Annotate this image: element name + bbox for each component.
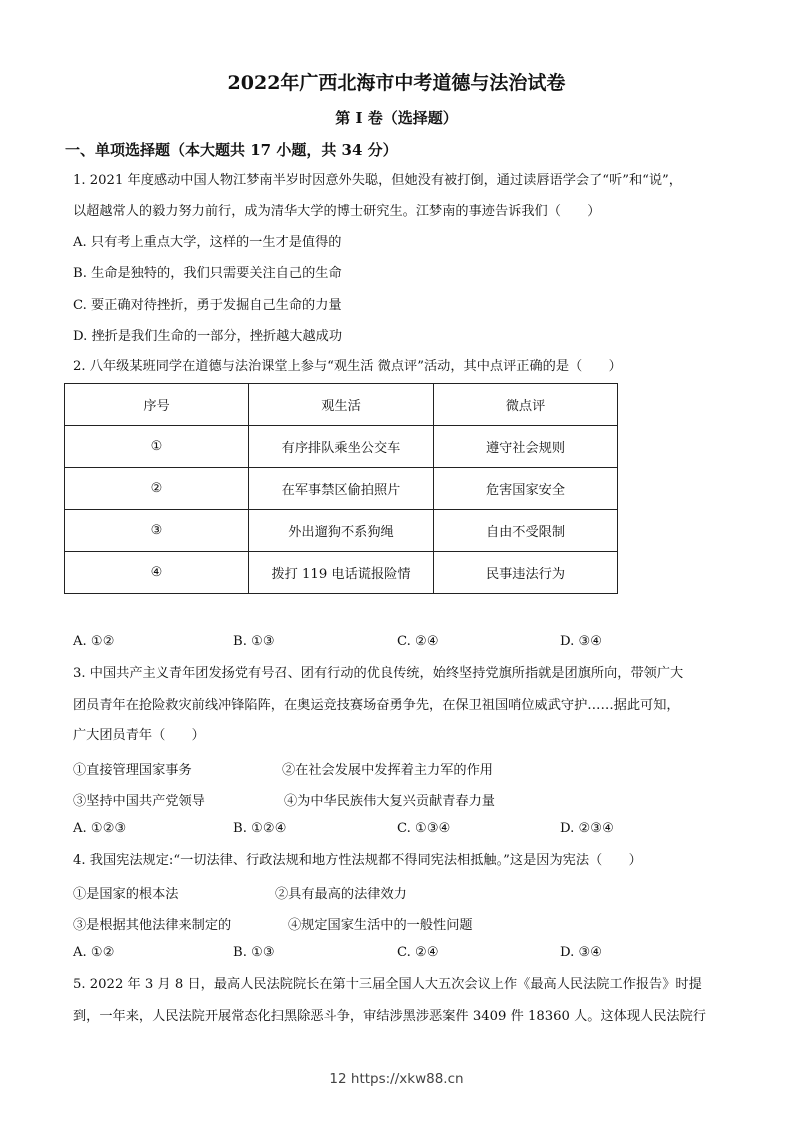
q3-option-b: B. ①②④: [233, 821, 287, 836]
table-cell: 危害国家安全: [434, 468, 618, 510]
section-header: 一、单项选择题（本大题共 17 小题，共 34 分）: [65, 141, 398, 159]
q2-option-a: A. ①②: [73, 634, 115, 649]
q2-option-d: D. ③④: [560, 634, 603, 649]
table-cell: ②: [65, 468, 249, 510]
q1-stem-line-2: 以超越常人的毅力努力前行，成为清华大学的博士研究生。江梦南的事迹告诉我们（ ）: [73, 204, 601, 219]
q3-option-a: A. ①②③: [73, 821, 127, 836]
q2-table: [64, 383, 618, 594]
q3-option-c: C. ①③④: [397, 821, 451, 836]
table-header-cell: 序号: [65, 384, 249, 426]
q3-stem-line-3: 广大团员青年（ ）: [73, 728, 205, 743]
q2-stem: 2. 八年级某班同学在道德与法治课堂上参与“观生活 微点评”活动，其中点评正确的是（ ）: [73, 359, 622, 374]
q4-option-c: C. ②④: [397, 945, 439, 960]
page-title: 2022年广西北海市中考道德与法治试卷: [227, 72, 566, 94]
q1-option-a: A. 只有考上重点大学，这样的一生才是值得的: [73, 235, 342, 250]
table-cell: ①: [65, 426, 249, 468]
q4-item-4: ④规定国家生活中的一般性问题: [288, 918, 473, 933]
q3-option-d: D. ②③④: [560, 821, 614, 836]
table-row: [65, 468, 618, 510]
q4-option-d: D. ③④: [560, 945, 603, 960]
q2-option-b: B. ①③: [233, 634, 275, 649]
q4-option-a: A. ①②: [73, 945, 115, 960]
page-footer: 12 https://xkw88.cn: [329, 1071, 464, 1087]
q3-stem-line-2: 团员青年在抢险救灾前线冲锋陷阵，在奥运竞技赛场奋勇争先，在保卫祖国哨位威武守护……据此可知，: [73, 698, 680, 713]
table-row: [65, 426, 618, 468]
table-cell: 拨打 119 电话谎报险情: [249, 552, 434, 594]
table-cell: 外出遛狗不系狗绳: [249, 510, 434, 552]
table-header-row: [65, 384, 618, 426]
q1-stem-line-1: 1. 2021 年度感动中国人物江梦南半岁时因意外失聪，但她没有被打倒，通过读唇语学会了“听”和“说”，: [73, 173, 682, 188]
section-subtitle: 第 I 卷（选择题）: [335, 109, 458, 127]
q1-option-c: C. 要正确对待挫折，勇于发掘自己生命的力量: [73, 298, 342, 313]
q4-option-b: B. ①③: [233, 945, 275, 960]
table-cell: 遵守社会规则: [434, 426, 618, 468]
table-cell: 民事违法行为: [434, 552, 618, 594]
q4-item-2: ②具有最高的法律效力: [275, 887, 407, 902]
table-cell: 有序排队乘坐公交车: [249, 426, 434, 468]
q3-item-4: ④为中华民族伟大复兴贡献青春力量: [284, 794, 495, 809]
table-header-cell: 观生活: [249, 384, 434, 426]
table-cell: 在军事禁区偷拍照片: [249, 468, 434, 510]
q5-stem-line-2: 到，一年来，人民法院开展常态化扫黑除恶斗争，审结涉黑涉恶案件 3409 件 18360 人。这体现人民法院行: [73, 1009, 706, 1024]
q3-item-2: ②在社会发展中发挥着主力军的作用: [282, 763, 493, 778]
q4-stem: 4. 我国宪法规定:“一切法律、行政法规和地方性法规都不得同宪法相抵触。”这是因为宪法（ ）: [73, 853, 642, 868]
q4-item-3: ③是根据其他法律来制定的: [73, 918, 232, 933]
q3-stem-line-1: 3. 中国共产主义青年团发扬党有号召、团有行动的优良传统，始终坚持党旗所指就是团旗所向，带领广大: [73, 666, 684, 681]
table-row: [65, 552, 618, 594]
q3-item-3: ③坚持中国共产党领导: [73, 794, 205, 809]
q5-stem-line-1: 5. 2022 年 3 月 8 日，最高人民法院院长在第十三届全国人大五次会议上作《最高人民法院工作报告》时提: [73, 977, 702, 992]
q2-option-c: C. ②④: [397, 634, 439, 649]
table-cell: 自由不受限制: [434, 510, 618, 552]
q1-option-d: D. 挫折是我们生命的一部分，挫折越大越成功: [73, 329, 343, 344]
table-cell: ④: [65, 552, 249, 594]
table-row: [65, 510, 618, 552]
q3-item-1: ①直接管理国家事务: [73, 763, 192, 778]
table-cell: ③: [65, 510, 249, 552]
q4-item-1: ①是国家的根本法: [73, 887, 179, 902]
q1-option-b: B. 生命是独特的，我们只需要关注自己的生命: [73, 266, 342, 281]
table-header-cell: 微点评: [434, 384, 618, 426]
